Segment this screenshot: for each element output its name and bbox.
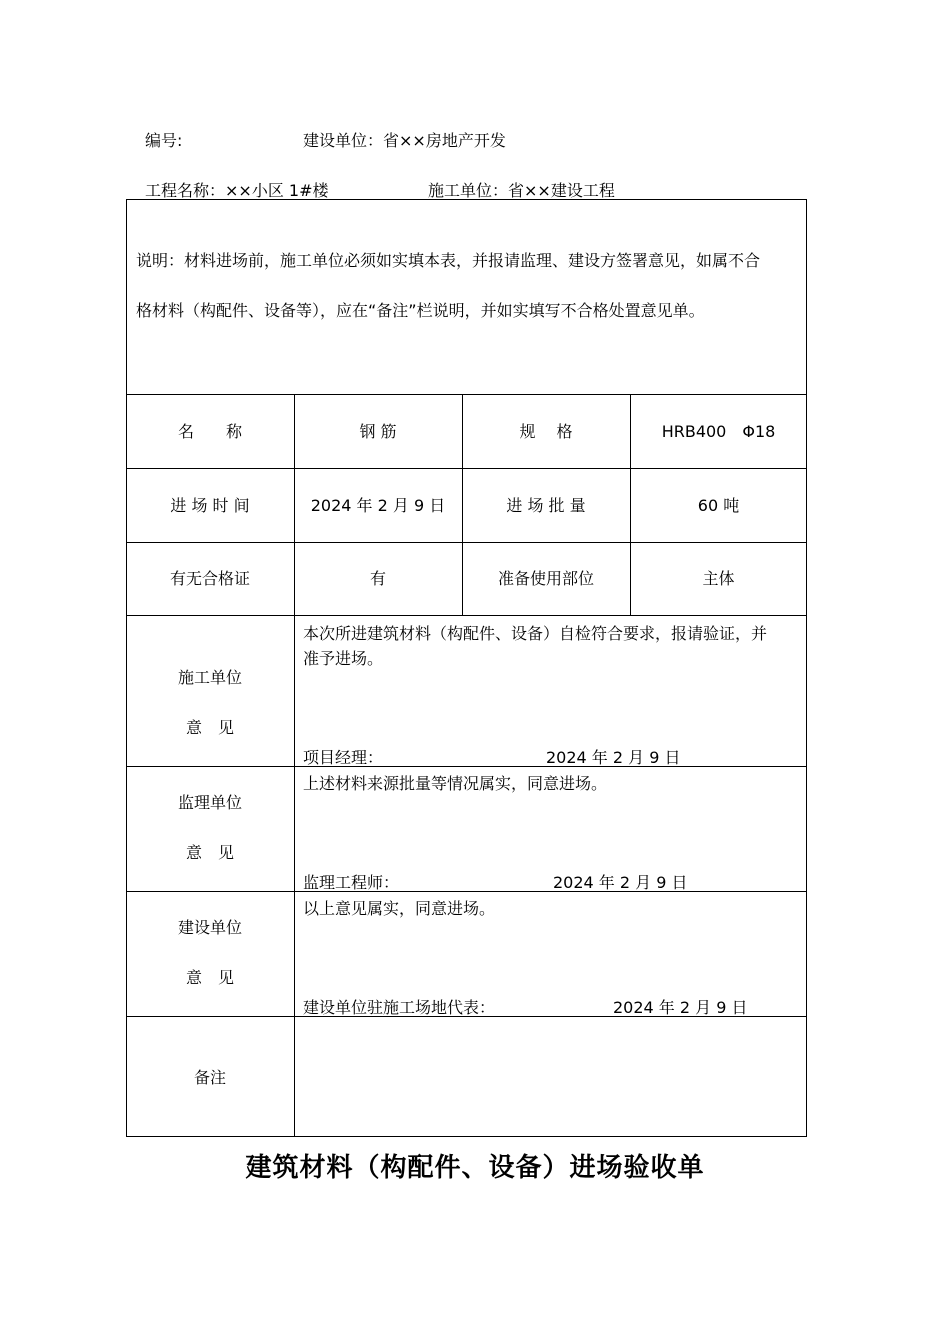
owner-opinion-label: 建设单位 (177, 918, 242, 937)
notice-line-2: 格材料（构配件、设备等），应在“备注”栏说明，并如实填写不合格处置意见单。 (136, 301, 705, 320)
supervision-opinion-date: 2024 年 2 月 9 日 (553, 873, 688, 892)
construction-opinion-text-2: 准予进场。 (303, 649, 384, 668)
owner-opinion-label-2: 意 见 (185, 968, 234, 987)
form-title: 建筑材料（构配件、设备）进场验收单 (245, 1153, 705, 1183)
remarks-label: 备注 (193, 1068, 226, 1087)
supervision-opinion-label: 监理单位 (177, 793, 242, 812)
table-rule (126, 468, 807, 469)
number-label: 编号: (145, 131, 183, 150)
owner-opinion-text: 以上意见属实，同意进场。 (303, 899, 496, 918)
table-rule (126, 394, 807, 395)
table-rule (126, 891, 807, 892)
construction-opinion-label-2: 意 见 (185, 718, 234, 737)
construction-unit: 施工单位：省××建设工程 (428, 181, 615, 200)
owner-opinion-date: 2024 年 2 月 9 日 (613, 998, 748, 1017)
usage-label: 准备使用部位 (497, 569, 594, 588)
table-rule (126, 542, 807, 543)
name-value: 钢 筋 (359, 422, 397, 441)
supervision-opinion-text: 上述材料来源批量等情况属实，同意进场。 (303, 774, 608, 793)
batch-value: 60 吨 (697, 496, 740, 515)
cert-label: 有无合格证 (169, 569, 250, 588)
construction-opinion-text: 本次所进建筑材料（构配件、设备）自检符合要求，报请验证，并 (303, 624, 768, 643)
time-label: 进 场 时 间 (170, 496, 250, 515)
supervision-engineer-signer: 监理工程师： (303, 873, 400, 892)
cert-value: 有 (369, 569, 386, 588)
batch-label: 进 场 批 量 (506, 496, 586, 515)
builder-unit: 建设单位：省××房地产开发 (303, 131, 506, 150)
spec-value: HRB400 Φ18 (661, 422, 776, 441)
owner-representative-signer: 建设单位驻施工场地代表： (303, 998, 496, 1017)
time-value: 2024 年 2 月 9 日 (310, 496, 446, 515)
construction-opinion-date: 2024 年 2 月 9 日 (546, 748, 681, 767)
table-rule (126, 766, 807, 767)
spec-label: 规 格 (519, 422, 573, 441)
table-rule (126, 615, 807, 616)
project-name: 工程名称：××小区 1#楼 (145, 181, 329, 200)
notice-line-1: 说明：材料进场前，施工单位必须如实填本表，并报请监理、建设方签署意见，如属不合 (136, 251, 761, 270)
project-manager-signer: 项目经理： (303, 748, 384, 767)
supervision-opinion-label-2: 意 见 (185, 843, 234, 862)
name-label: 名 称 (177, 422, 242, 441)
usage-value: 主体 (702, 569, 735, 588)
construction-opinion-label: 施工单位 (177, 668, 242, 687)
